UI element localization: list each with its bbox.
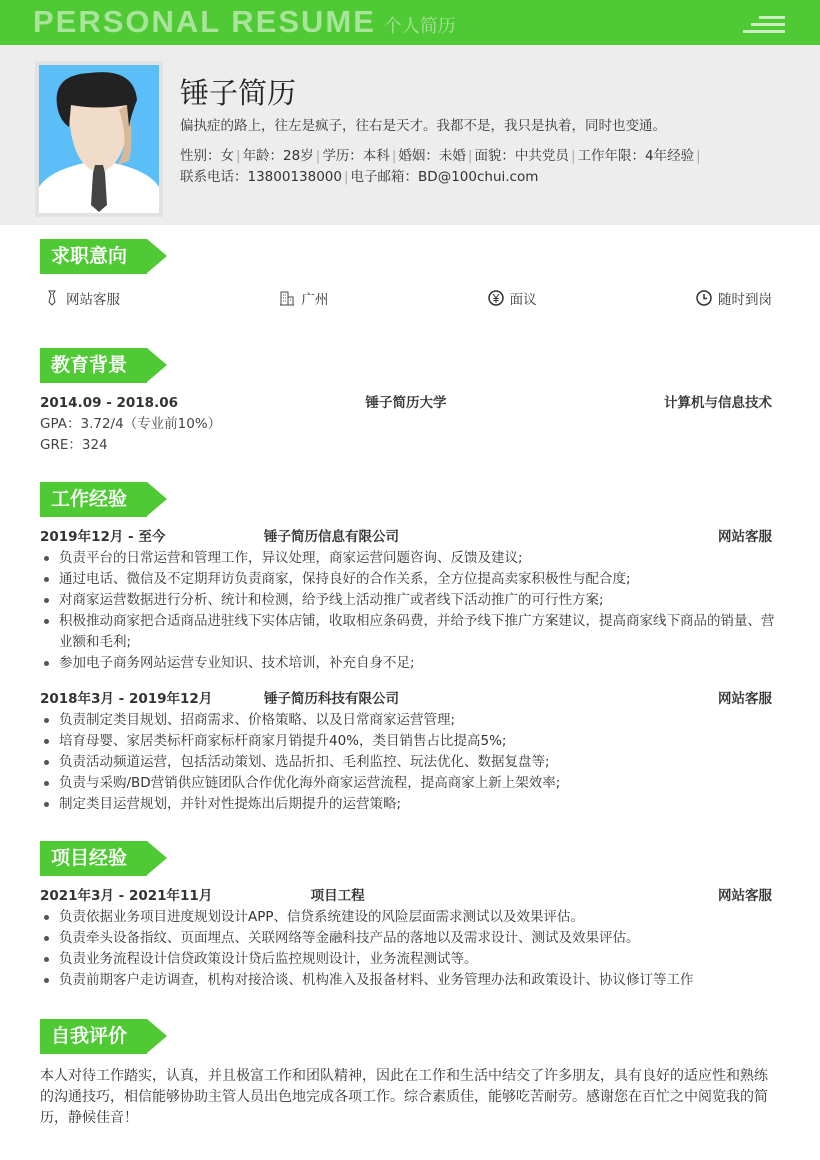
- list-item: 参加电子商务网站运营专业知识、技术培训，补充自身不足;: [40, 653, 776, 674]
- section-header-education: 教育背景: [40, 348, 167, 383]
- work-row: 2019年12月 - 至今 锤子简历信息有限公司 网站客服: [40, 529, 772, 545]
- list-item: 对商家运营数据进行分析、统计和检测，给予线上活动推广或者线下活动推广的可行性方案;: [40, 590, 776, 611]
- gre: GRE：324: [40, 437, 108, 453]
- phone: 联系电话：13800138000: [180, 169, 342, 185]
- project-bullets: 负责依据业务项目进度规划设计APP、信贷系统建设的风险层面需求测试以及效果评估。 负责牵头设备指纹、页面埋点、关联网络等金融科技产品的落地以及需求设计、测试及效果评估。 负责业务流程设计信贷政策设计贷后监控规则设计，业务流程测试等。 负责前期客户走访调查，机构对接洽谈、机构准入及报备材料、业务管理办法和政策设计、协议修订等工作: [40, 907, 776, 991]
- list-item: 培育母婴、家居类标杆商家标杆商家月销提升40%，类目销售占比提高5%;: [40, 731, 776, 752]
- clock-icon: [696, 290, 712, 306]
- list-item: 通过电话、微信及不定期拜访负责商家，保持良好的合作关系，全方位提高卖家积极性与配合度;: [40, 569, 776, 590]
- section-header-project: 项目经验: [40, 841, 167, 876]
- intent-item: 随时到岗: [696, 288, 772, 308]
- project-row: 2021年3月 - 2021年11月 项目工程 网站客服: [40, 888, 773, 904]
- list-item: 负责制定类目规划、招商需求、价格策略、以及日常商家运营管理;: [40, 710, 776, 731]
- work-row: 2018年3月 - 2019年12月 锤子简历科技有限公司 网站客服: [40, 691, 772, 707]
- intent-item: 广州: [279, 288, 328, 308]
- intent-item: 网站客服: [44, 288, 120, 308]
- list-item: 负责与采购/BD营销供应链团队合作优化海外商家运营流程，提高商家上新上架效率;: [40, 773, 776, 794]
- building-icon: [279, 290, 295, 306]
- motto: 偏执症的路上，往左是疯子，往右是天才。我都不是，我只是执着，同时也变通。: [180, 118, 666, 134]
- list-item: 负责平台的日常运营和管理工作，异议处理，商家运营问题咨询、反馈及建议;: [40, 548, 776, 569]
- list-item: 积极推动商家把合适商品进驻线下实体店铺，收取相应条码费，并给予线下推广方案建议，提高商家线下商品的销量、营业额和毛利;: [40, 611, 776, 653]
- candidate-name: 锤子简历: [180, 76, 297, 110]
- header-bar: [0, 0, 820, 45]
- section-header-self: 自我评价: [40, 1019, 167, 1054]
- section-header-work: 工作经验: [40, 482, 167, 517]
- section-header-intent: 求职意向: [40, 239, 167, 274]
- avatar: [35, 61, 163, 217]
- yen-icon: [488, 290, 504, 306]
- tie-icon: [44, 290, 60, 306]
- intent-item: 面议: [488, 288, 537, 308]
- education-row: 2014.09 - 2018.06 锤子简历大学 计算机与信息技术: [40, 395, 772, 411]
- menu-icon[interactable]: [743, 16, 785, 34]
- list-item: 制定类目运营规划，并针对性提炼出后期提升的运营策略;: [40, 794, 776, 815]
- list-item: 负责活动频道运营，包括活动策划、选品折扣、毛利监控、玩法优化、数据复盘等;: [40, 752, 776, 773]
- header-title-cn: 个人简历: [383, 16, 456, 36]
- work-bullets: [40, 548, 776, 674]
- email: 电子邮箱：BD@100chui.com: [350, 169, 539, 185]
- work-bullets: [40, 710, 776, 815]
- personal-info: 性别：女 | 年龄：28岁 | 学历：本科 | 婚姻：未婚 | 面貌：中共党员 | 工作年限：4年经验 | 联系电话：13800138000 | 电子邮箱：BD@100chui.com: [180, 148, 701, 185]
- profile-panel: [0, 45, 820, 225]
- job-intent: [44, 288, 772, 308]
- self-evaluation: 本人对待工作踏实，认真，并且极富工作和团队精神，因此在工作和生活中结交了许多朋友，具有良好的适应性和熟练的沟通技巧，相信能够协助主管人员出色地完成各项工作。综合素质佳，能够吃苦耐劳。感谢您在百忙之中阅览我的简历，静候佳音！: [40, 1068, 768, 1126]
- header-title: PERSONAL RESUME 个人简历: [33, 4, 456, 39]
- gpa: GPA：3.72/4（专业前10%）: [40, 416, 222, 432]
